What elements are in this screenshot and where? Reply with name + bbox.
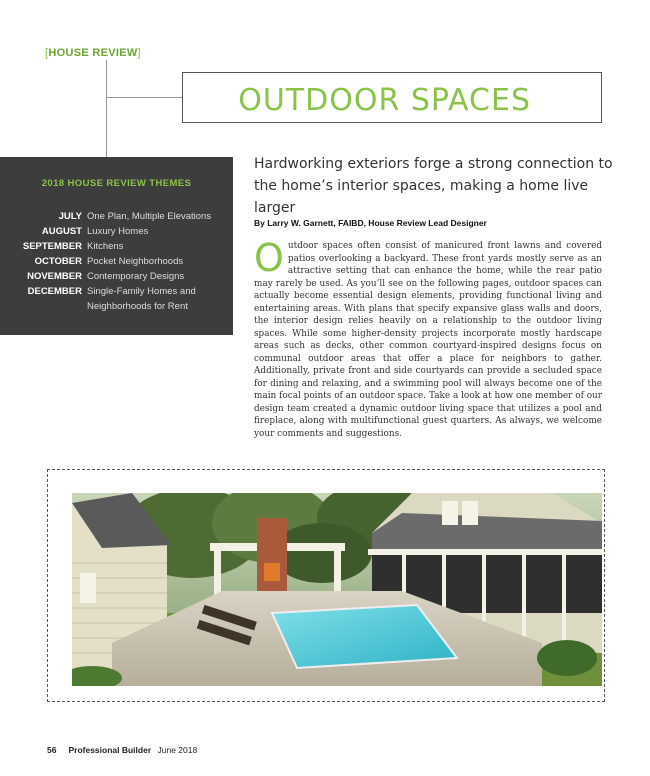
article-text: utdoor spaces often consist of manicured front lawns and covered patios overlooking a backyard. These front yards mostly serve as an attractive setting that can enhance the home, while the rear patio may rarely be used. As you’ll see on the following pages, outdoor spaces can actually become essential design elements, providing functional living and entertaining areas. With plans that specify expansive glass walls and doors, the interior design relies heavily on a relationship to the outdoor living spaces. While some higher-density projects incorporate mostly hardscape areas such as decks, other common courtyard-inspired designs focus on communal outdoor areas that offer a place for neighbors to gather. Additionally, private front and side courtyards can provide a secluded space for dining and relaxing, and a swimming pool will always become one of the main focal points of an outdoor space. Take a look at how one member of our design team created a dynamic outdoor living space that utilizes a pool and fireplace, along with multifunctional guest quarters. As always, we welcome your comments and suggestions. — [254, 241, 602, 439]
section-label: HOUSE REVIEW — [48, 47, 138, 59]
theme-month: NOVEMBER — [27, 271, 82, 282]
theme-topic: Kitchens — [87, 241, 124, 252]
article-body — [254, 236, 602, 440]
themes-title: 2018 HOUSE REVIEW THEMES — [41, 178, 192, 189]
backyard-pool-rendering — [72, 493, 602, 686]
theme-topic: One Plan, Multiple Elevations — [87, 211, 212, 222]
byline: By Larry W. Garnett, FAIBD, House Review Lead Designer — [254, 218, 487, 228]
themes-sidebar — [0, 157, 233, 335]
issue-date: June 2018 — [157, 745, 198, 755]
theme-month: JULY — [58, 211, 82, 222]
section-tag: [HOUSE REVIEW] — [45, 47, 141, 59]
magazine-name: Professional Builder — [68, 745, 152, 755]
page-title: OUTDOOR SPACES — [238, 83, 531, 118]
connector-line-horizontal — [106, 97, 182, 98]
drop-cap: O — [254, 236, 284, 280]
theme-month: SEPTEMBER — [22, 241, 82, 252]
theme-month: AUGUST — [41, 226, 82, 237]
theme-topic: Contemporary Designs — [87, 271, 185, 282]
theme-month: DECEMBER — [27, 286, 82, 297]
theme-topic: Luxury Homes — [87, 226, 149, 237]
connector-line-vertical — [106, 60, 107, 157]
page-number: 56 — [47, 745, 57, 755]
title-box — [182, 72, 602, 123]
theme-topic: Pocket Neighborhoods — [87, 256, 184, 267]
theme-month: OCTOBER — [34, 256, 82, 267]
page-footer — [47, 745, 197, 755]
theme-topic: Single-Family Homes and Neighborhoods for Rent — [87, 286, 196, 312]
deck-subtitle: Hardworking exteriors forge a strong connection to the home’s interior spaces, making a home live larger — [254, 156, 613, 216]
